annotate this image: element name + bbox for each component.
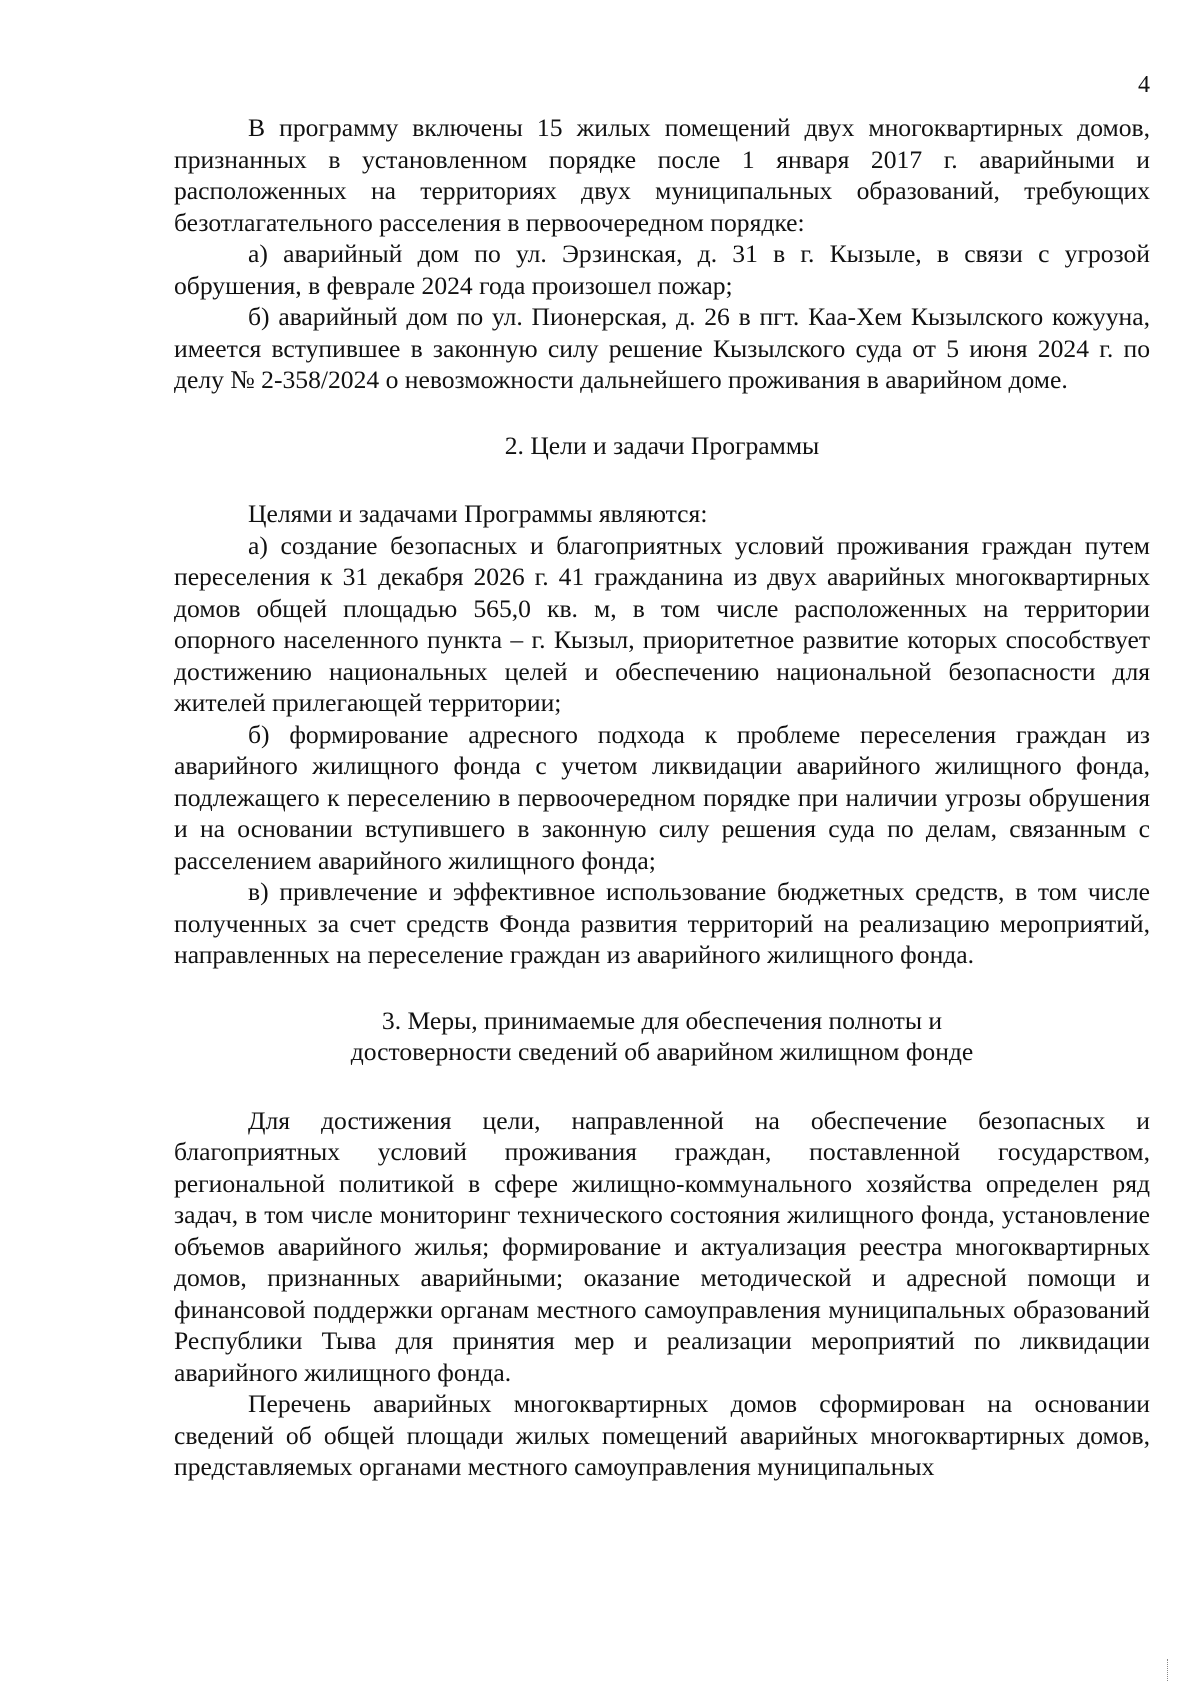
intro-paragraph: В программу включены 15 жилых помещений двух многоквартирных домов, признанных в установленном порядке после 1 января 2017 г. аварийными и расположенных на территориях двух муниципальных образований, требующих безотлагательного расселения в первоочередном порядке: — [174, 113, 1150, 237]
section-2-item-c: в) привлечение и эффективное использование бюджетных средств, в том числе полученных за счет средств Фонда развития территорий на реализацию мероприятий, направленных на переселение граждан из аварийного жилищного фонда. — [174, 877, 1150, 969]
page-number: 4 — [1138, 72, 1150, 98]
document-body — [174, 112, 1150, 1483]
scan-mark — [1167, 1659, 1172, 1681]
section-3-paragraph-2: Перечень аварийных многоквартирных домов сформирован на основании сведений об общей площади жилых помещений аварийных многоквартирных домов, представляемых органами местного самоуправления муниципальных — [174, 1389, 1150, 1481]
section-3-paragraph-1: Для достижения цели, направленной на обеспечение безопасных и благоприятных условий проживания граждан, поставленной государством, региональной политикой в сфере жилищно-коммунального хозяйства определен ряд задач, в том числе мониторинг технического состояния жилищного фонда, установление объемов аварийного жилья; формирование и актуализация реестра многоквартирных домов, признанных аварийными; оказание методической и адресной помощи и финансовой поддержки органам местного самоуправления муниципальных образований Республики Тыва для принятия мер и реализации мероприятий по ликвидации аварийного жилищного фонда. — [174, 1105, 1150, 1387]
section-2-intro: Целями и задачами Программы являются: — [248, 499, 708, 528]
section-3-heading-line-1: 3. Меры, принимаемые для обеспечения полноты и — [381, 1005, 943, 1035]
section-2-heading: 2. Цели и задачи Программы — [504, 430, 820, 460]
section-3-heading-line-2: достоверности сведений об аварийном жилищном фонде — [350, 1037, 974, 1066]
intro-item-b: б) аварийный дом по ул. Пионерская, д. 26 в пгт. Каа-Хем Кызылского кожууна, имеется вступившее в законную силу решение Кызылского суда от 5 июня 2024 г. по делу № 2-358/2024 о невозможности дальнейшего проживания в аварийном доме. — [174, 302, 1150, 394]
section-2-item-a: а) создание безопасных и благоприятных условий проживания граждан путем переселения к 31 декабря 2026 г. 41 гражданина из двух аварийных многоквартирных домов общей площадью 565,0 кв. м, в том числе расположенных на территории опорного населенного пункта – г. Кызыл, приоритетное развитие которых способствует достижению национальных целей и обеспечению национальной безопасности для жителей прилегающей территории; — [174, 530, 1150, 717]
intro-item-a: а) аварийный дом по ул. Эрзинская, д. 31 в г. Кызыле, в связи с угрозой обрушения, в феврале 2024 года произошел пожар; — [174, 239, 1150, 300]
section-2-item-b: б) формирование адресного подхода к проблеме переселения граждан из аварийного жилищного фонда с учетом ликвидации аварийного жилищного фонда, подлежащего к переселению в первоочередном порядке при наличии угрозы обрушения и на основании вступившего в законную силу решения суда по делам, связанным с расселением аварийного жилищного фонда; — [174, 719, 1150, 875]
section-3-heading — [174, 1005, 1150, 1068]
